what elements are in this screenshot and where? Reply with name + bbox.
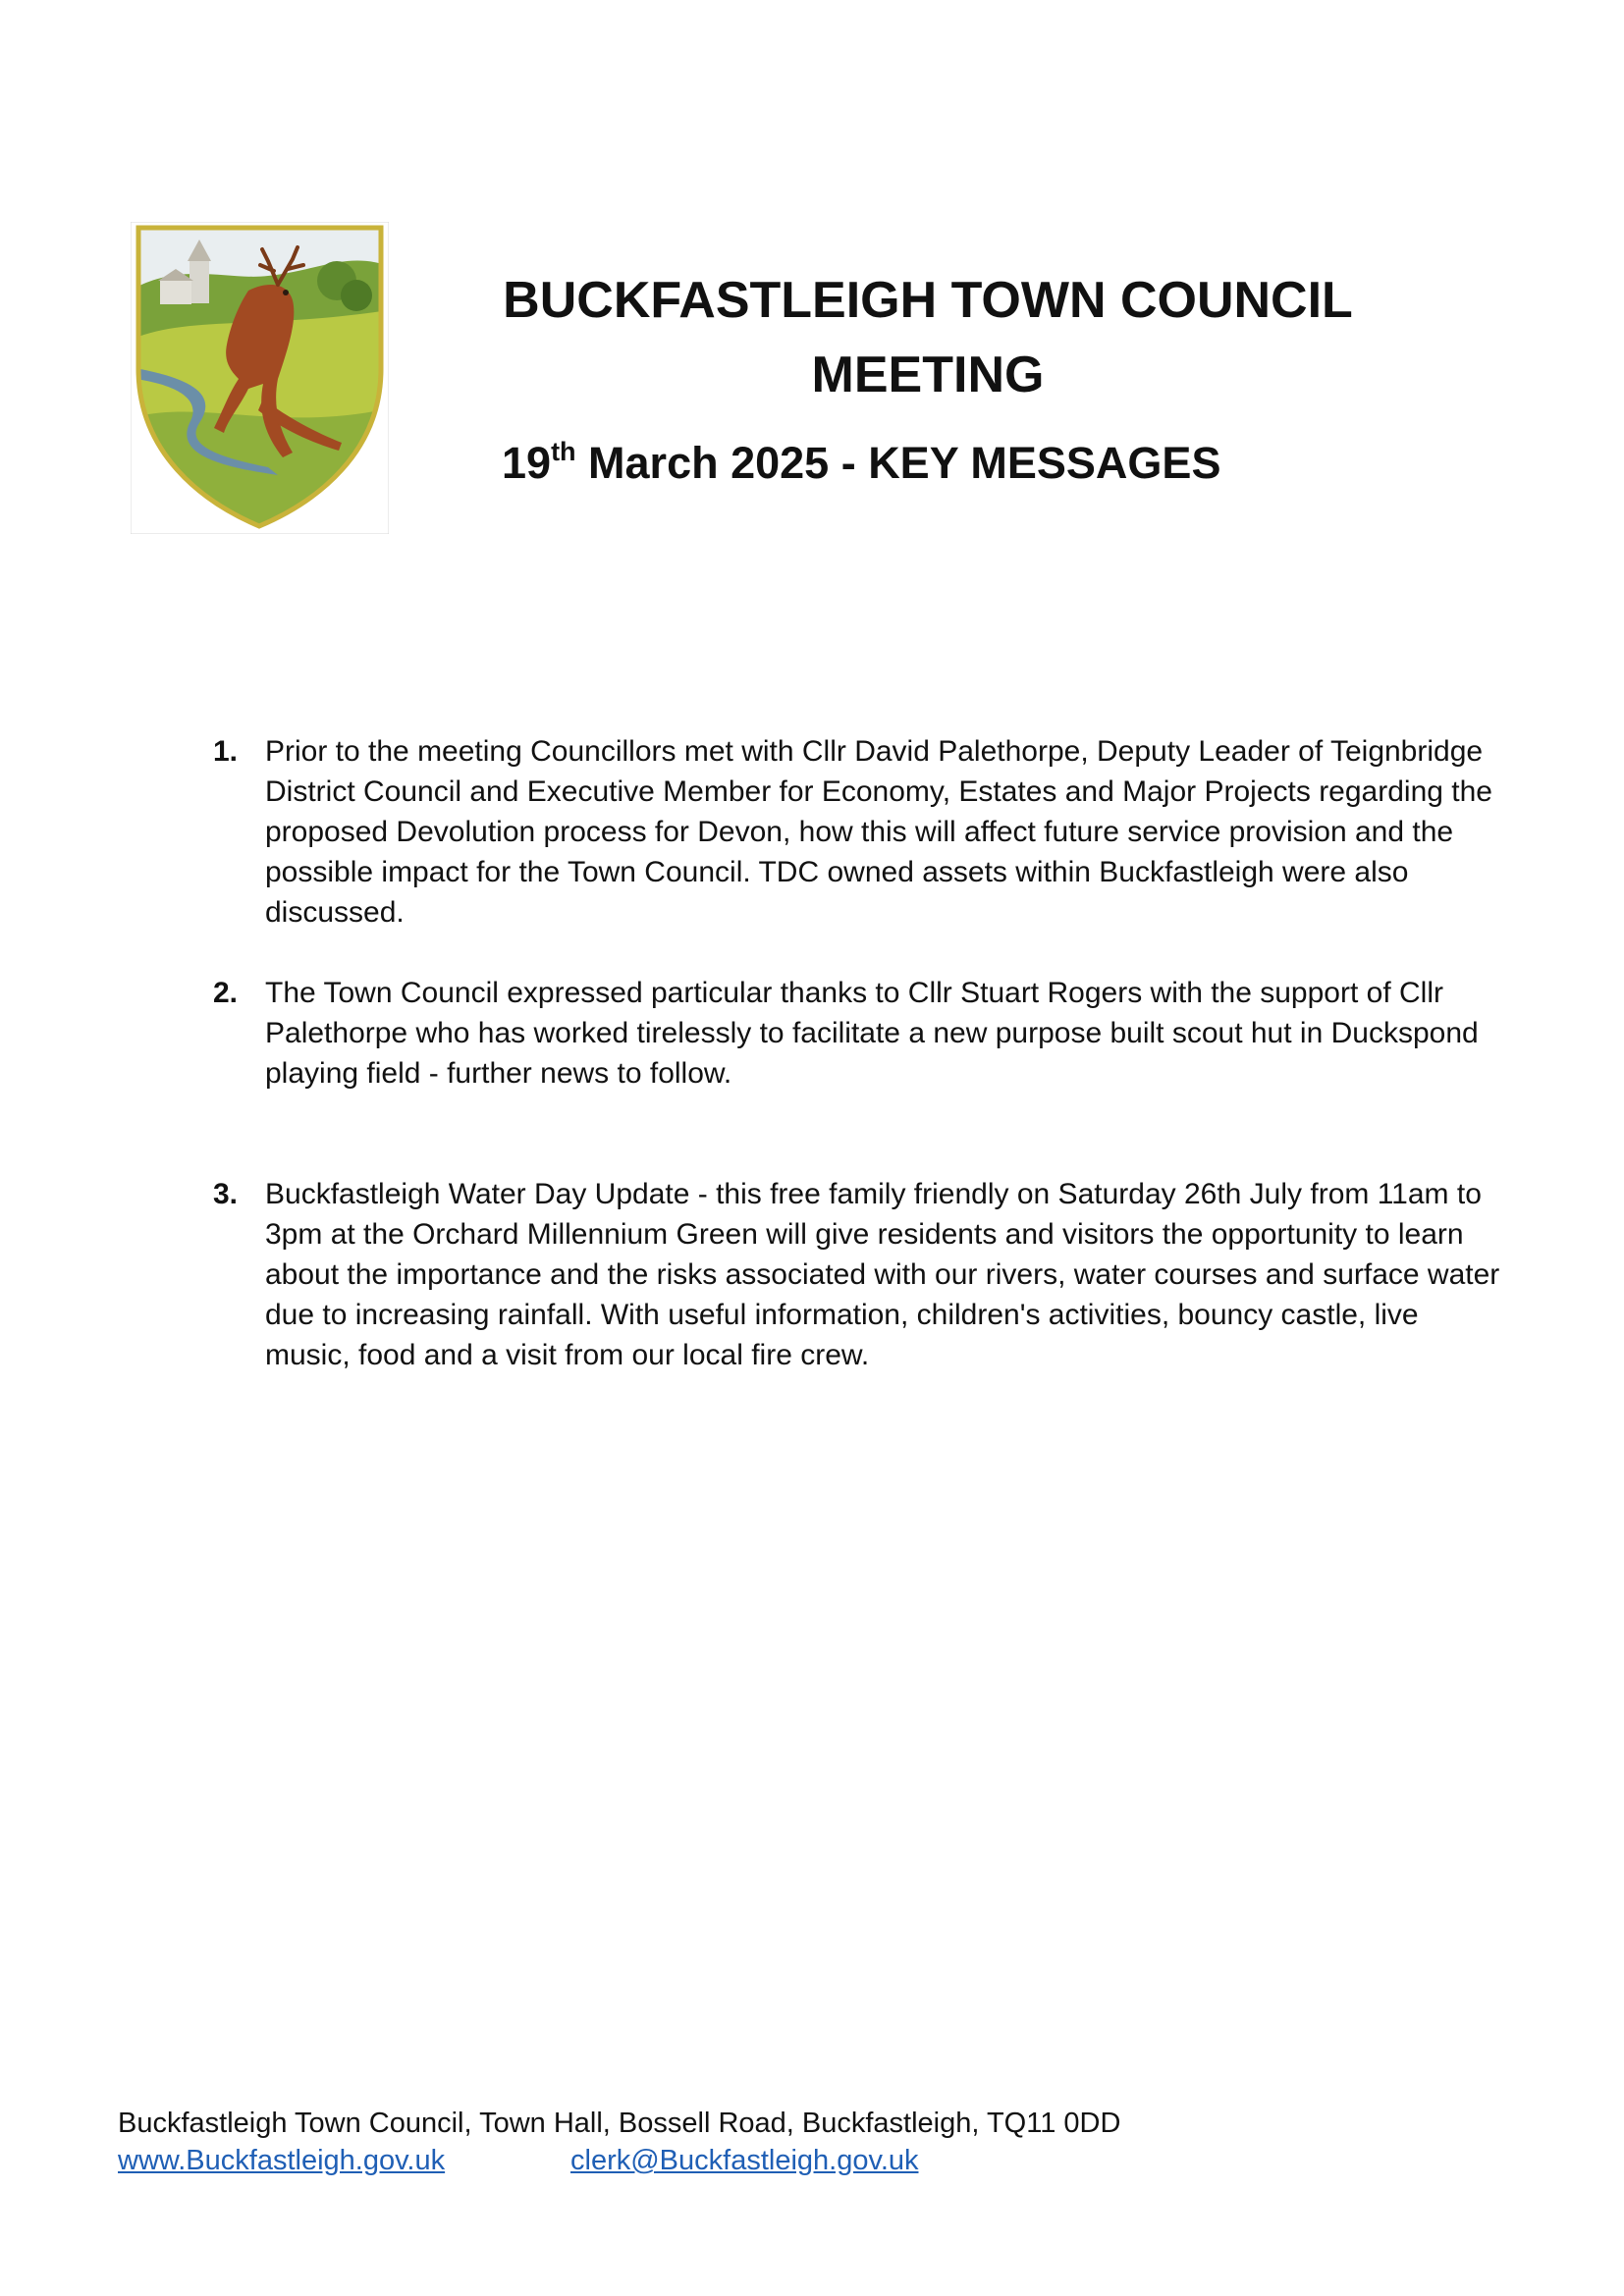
- page-footer: [118, 2105, 1120, 2179]
- date-ordinal-suffix: th: [551, 437, 576, 466]
- page-title: [432, 263, 1424, 412]
- footer-links: [118, 2142, 1120, 2179]
- footer-address: Buckfastleigh Town Council, Town Hall, Bossell Road, Buckfastleigh, TQ11 0DD: [118, 2108, 1121, 2139]
- email-link[interactable]: clerk@Buckfastleigh.gov.uk: [570, 2145, 919, 2176]
- town-crest-stag-icon: [131, 222, 389, 534]
- website-link[interactable]: www.Buckfastleigh.gov.uk: [118, 2145, 446, 2176]
- message-number: 3.: [213, 1178, 239, 1210]
- meeting-date-subtitle: [502, 434, 1220, 493]
- message-text: Prior to the meeting Councillors met with Cllr David Palethorpe, Deputy Leader of Teignbridge District Council and Executive Member for Economy, Estates and Major Projects regarding the proposed Devolution process for Devon, how this will affect future service provision and the possible impact for the Town Council. TDC owned assets within Buckfastleigh were also discussed.: [265, 735, 1492, 929]
- title-line-2: MEETING: [811, 347, 1045, 403]
- message-number: 2.: [213, 977, 239, 1009]
- message-number: 1.: [213, 735, 239, 768]
- message-text: Buckfastleigh Water Day Update - this free family friendly on Saturday 26th July from 11am to 3pm at the Orchard Millennium Green will give residents and visitors the opportunity to learn about the importance and the risks associated with our rivers, water courses and surface water due to increasing rainfall. With useful information, children's activities, bouncy castle, live music, food and a visit from our local fire crew.: [265, 1178, 1500, 1371]
- key-messages-list: [213, 731, 1509, 1375]
- key-message-item: [213, 1174, 1509, 1375]
- title-line-1: BUCKFASTLEIGH TOWN COUNCIL: [503, 272, 1353, 329]
- date-rest: March 2025 - KEY MESSAGES: [575, 438, 1221, 488]
- key-message-item: [213, 731, 1509, 933]
- message-text: The Town Council expressed particular thanks to Cllr Stuart Rogers with the support of Cllr Palethorpe who has worked tirelessly to facilitate a new purpose built scout hut in Duckspond playing field - further news to follow.: [265, 977, 1479, 1090]
- date-day: 19: [502, 438, 552, 488]
- key-message-item: [213, 973, 1509, 1094]
